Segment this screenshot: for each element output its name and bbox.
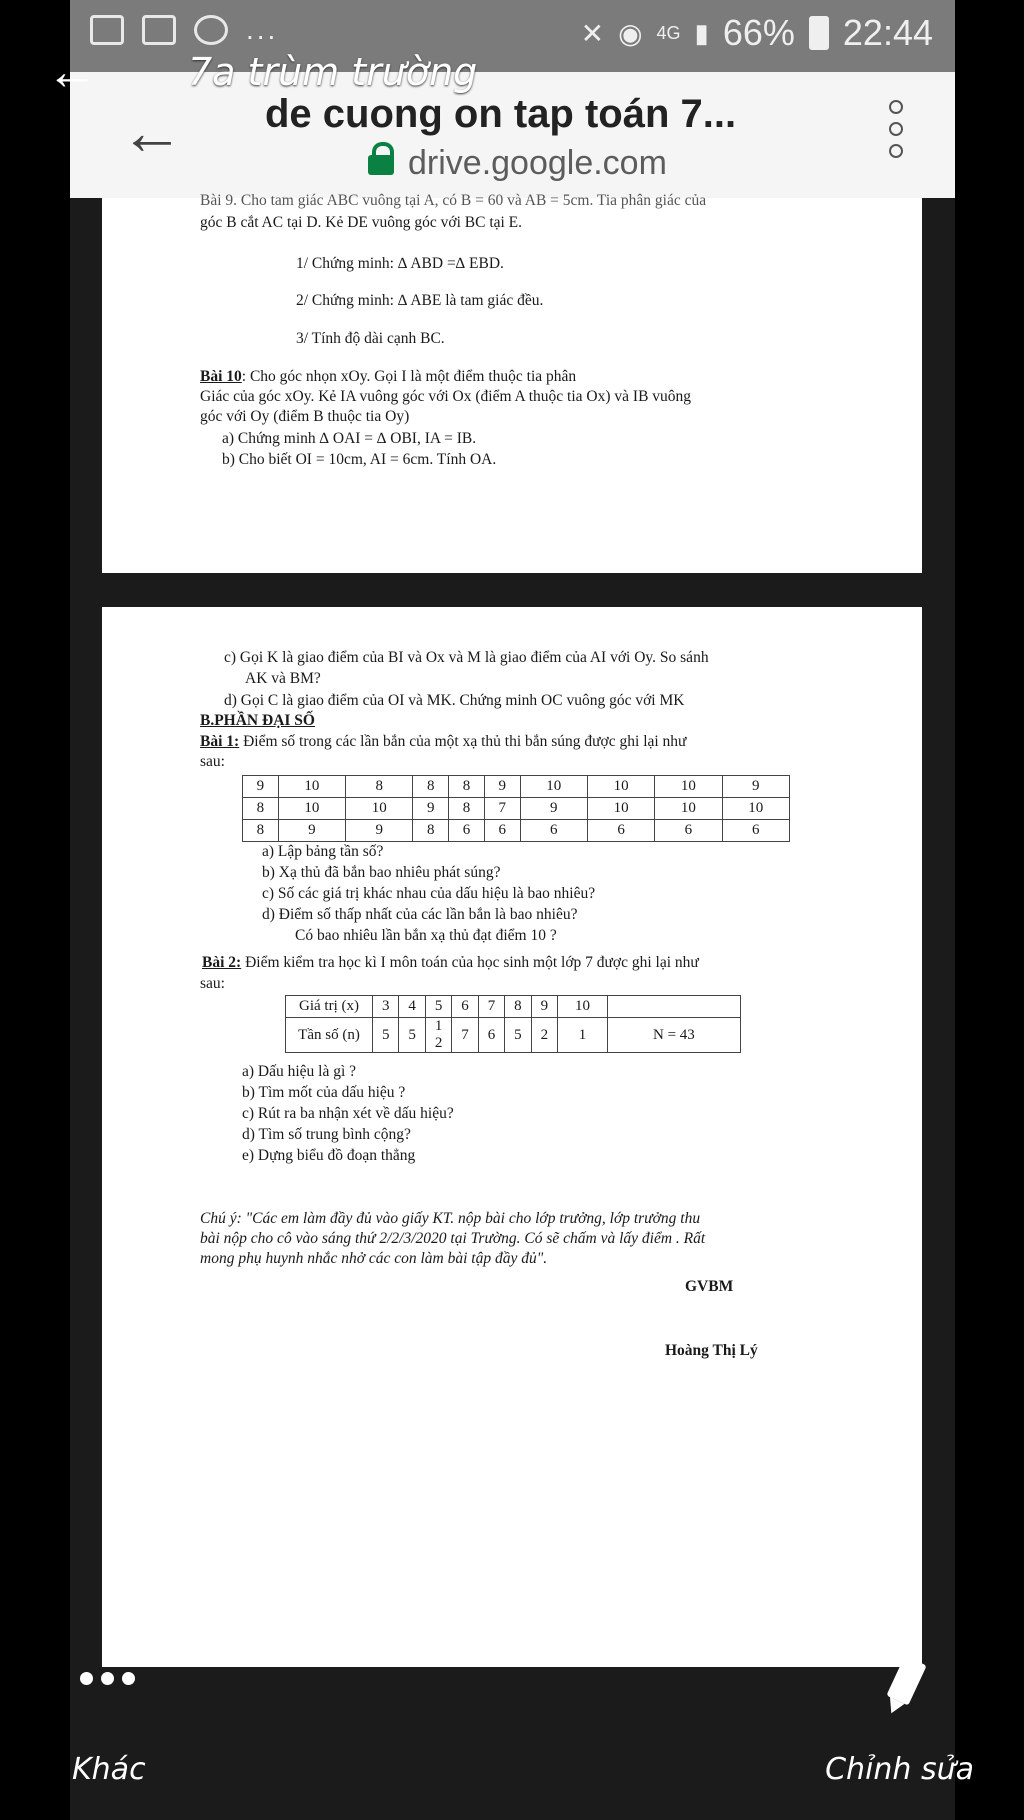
bai9-q1: 1/ Chứng minh: ∆ ABD =∆ EBD. [296, 255, 504, 272]
table-cell: 6 [655, 820, 722, 842]
table-cell: 8 [449, 798, 485, 820]
bai2-text: Điểm kiểm tra học kì I môn toán của học sinh một lớp 7 được ghi lại như [241, 954, 699, 971]
overflow-menu-icon[interactable] [889, 100, 903, 158]
table-cell: N = 43 [607, 1018, 740, 1053]
bai1-label: Bài 1: [200, 733, 240, 750]
table-cell: 8 [243, 820, 279, 842]
table-cell: 6 [722, 820, 789, 842]
table-cell: 6 [484, 820, 520, 842]
network-type: 4G [656, 22, 681, 43]
table-cell: 6 [478, 1018, 504, 1053]
bai1-a: a) Lập bảng tần số? [262, 843, 384, 860]
story-back-arrow-icon[interactable]: ← [46, 43, 98, 101]
table-cell: 7 [452, 1018, 478, 1053]
bai2-c: c) Rút ra ba nhận xét về dấu hiệu? [242, 1105, 454, 1122]
mute-icon: ✕ [580, 17, 605, 49]
note-line2: bài nộp cho cô vào sáng thứ 2/2/3/2020 tại Trường. Có sẽ chấm và lấy điểm . Rất [200, 1230, 706, 1247]
note-line3: mong phụ huynh nhắc nhở các con làm bài tập đầy đủ". [200, 1250, 548, 1267]
table-cell: 10 [655, 798, 722, 820]
table-cell: 6 [449, 820, 485, 842]
chrome-icon [194, 15, 228, 45]
table-cell: 10 [278, 798, 345, 820]
bai2-line [202, 954, 699, 972]
bai10-line2: Giác của góc xOy. Kẻ IA vuông góc với Ox (điểm A thuộc tia Ox) và IB vuông [200, 388, 692, 405]
bai1-d: d) Điểm số thấp nhất của các lần bắn là bao nhiêu? [262, 906, 578, 923]
gvbm-signature: GVBM [685, 1278, 734, 1295]
bai1-c: c) Số các giá trị khác nhau của dấu hiệu là bao nhiêu? [262, 885, 596, 902]
table-cell: 10 [722, 798, 789, 820]
bai10-b: b) Cho biết OI = 10cm, AI = 6cm. Tính OA. [222, 451, 497, 468]
table-cell: 9 [243, 776, 279, 798]
battery-icon [809, 16, 829, 50]
bai9-line2: góc B cắt AC tại D. Kẻ DE vuông góc với BC tại E. [200, 214, 523, 231]
bai2-label: Bài 2: [202, 954, 242, 971]
bai2-d: d) Tìm số trung bình cộng? [242, 1126, 411, 1143]
table-row [286, 996, 741, 1018]
table-cell: 6 [520, 820, 587, 842]
table-cell: 8 [413, 776, 449, 798]
bai2-e: e) Dựng biểu đồ đoạn thẳng [242, 1147, 416, 1164]
table-row [243, 820, 790, 842]
table-cell: 10 [655, 776, 722, 798]
more-notifications-icon: ... [246, 14, 279, 45]
bai2-b: b) Tìm mốt của dấu hiệu ? [242, 1084, 406, 1101]
other-button[interactable]: Khác [72, 1752, 146, 1787]
clock: 22:44 [842, 12, 933, 53]
table-cell: 8 [505, 996, 531, 1018]
table-cell: 5 [373, 1018, 399, 1053]
bai1-b: b) Xạ thủ đã bắn bao nhiêu phát súng? [262, 864, 501, 881]
bai1-sau: sau: [200, 753, 225, 770]
table-cell: 8 [243, 798, 279, 820]
bai10-line1 [200, 368, 576, 386]
contact-add-icon [142, 15, 176, 45]
table-cell: 8 [346, 776, 413, 798]
alarm-icon: ◉ [618, 17, 643, 49]
battery-percent: 66% [722, 12, 795, 53]
table-cell: 5 [399, 1018, 425, 1053]
table-row [286, 1018, 741, 1053]
table-cell: 6 [452, 996, 478, 1018]
table-cell: 9 [278, 820, 345, 842]
table-cell: 10 [278, 776, 345, 798]
scores-table [242, 775, 790, 842]
table-cell: Giá trị (x) [286, 996, 373, 1018]
bai1-line [200, 733, 686, 751]
table-cell: 10 [520, 776, 587, 798]
table-cell: 7 [478, 996, 504, 1018]
section-heading: B.PHẦN ĐẠI SỐ [200, 712, 315, 729]
table-cell: 5 [425, 996, 451, 1018]
bai1-text: Điểm số trong các lần bắn của một xạ thủ thi bắn súng được ghi lại như [239, 733, 687, 750]
table-cell: 9 [722, 776, 789, 798]
table-cell: 8 [449, 776, 485, 798]
bai2-a: a) Dấu hiệu là gì ? [242, 1063, 357, 1080]
table-cell: 9 [484, 776, 520, 798]
teacher-name: Hoàng Thị Lý [665, 1342, 758, 1359]
bai10-text: : Cho góc nhọn xOy. Gọi I là một điểm thuộc tia phân [241, 368, 577, 385]
table-cell: 1 2 [425, 1018, 451, 1053]
table-cell: 10 [587, 776, 654, 798]
table-cell [607, 996, 740, 1018]
bai10-label: Bài 10 [200, 368, 242, 385]
story-caption: 7a trùm trường [188, 50, 478, 94]
table-cell: 9 [520, 798, 587, 820]
note-line1: Chú ý: "Các em làm đầy đủ vào giấy KT. nộp bài cho lớp trưởng, lớp trưởng thu [200, 1210, 701, 1227]
table-cell: 8 [413, 820, 449, 842]
cut-text-line: Bài 9. Cho tam giác ABC vuông tại A, có B = 60 và AB = 5cm. Tia phân giác của [200, 192, 707, 209]
table-cell: 6 [587, 820, 654, 842]
gallery-icon [90, 15, 124, 45]
edit-button[interactable]: Chỉnh sửa [825, 1752, 974, 1787]
table-cell: 1 [558, 1018, 608, 1053]
bai10-line3: góc với Oy (điểm B thuộc tia Oy) [200, 408, 410, 425]
url-text: drive.google.com [408, 144, 667, 182]
table-cell: 10 [346, 798, 413, 820]
table-cell: 2 [531, 1018, 557, 1053]
table-cell: Tần số (n) [286, 1018, 373, 1053]
table-cell: 10 [558, 996, 608, 1018]
part-d: d) Gọi C là giao điểm của OI và MK. Chứng minh OC vuông góc với MK [224, 692, 685, 709]
table-cell: 3 [373, 996, 399, 1018]
more-options-icon[interactable] [80, 1672, 135, 1685]
table-cell: 9 [413, 798, 449, 820]
table-cell: 10 [587, 798, 654, 820]
document-page-1 [102, 192, 922, 573]
frequency-table [285, 995, 741, 1053]
bai1-d2: Có bao nhiêu lần bắn xạ thủ đạt điểm 10 ? [295, 927, 557, 944]
signal-icon: ▮ [694, 17, 709, 48]
table-cell: 9 [346, 820, 413, 842]
bai10-a: a) Chứng minh ∆ OAI = ∆ OBI, IA = IB. [222, 430, 477, 447]
table-row [243, 798, 790, 820]
bai2-sau: sau: [200, 975, 225, 992]
table-cell: 7 [484, 798, 520, 820]
bai9-q2: 2/ Chứng minh: ∆ ABE là tam giác đều. [296, 292, 544, 309]
table-cell: 5 [505, 1018, 531, 1053]
document-page-2 [102, 607, 922, 1667]
table-cell: 4 [399, 996, 425, 1018]
lock-icon [368, 142, 394, 176]
bai9-q3: 3/ Tính độ dài cạnh BC. [296, 330, 445, 347]
table-row [243, 776, 790, 798]
part-c-line2: AK và BM? [245, 670, 321, 687]
back-arrow-icon[interactable]: ← [120, 96, 184, 168]
table-cell: 9 [531, 996, 557, 1018]
part-c-line1: c) Gọi K là giao điểm của BI và Ox và M là giao điểm của AI với Oy. So sánh [224, 649, 709, 666]
document-title: de cuong on tap toán 7... [265, 92, 737, 136]
